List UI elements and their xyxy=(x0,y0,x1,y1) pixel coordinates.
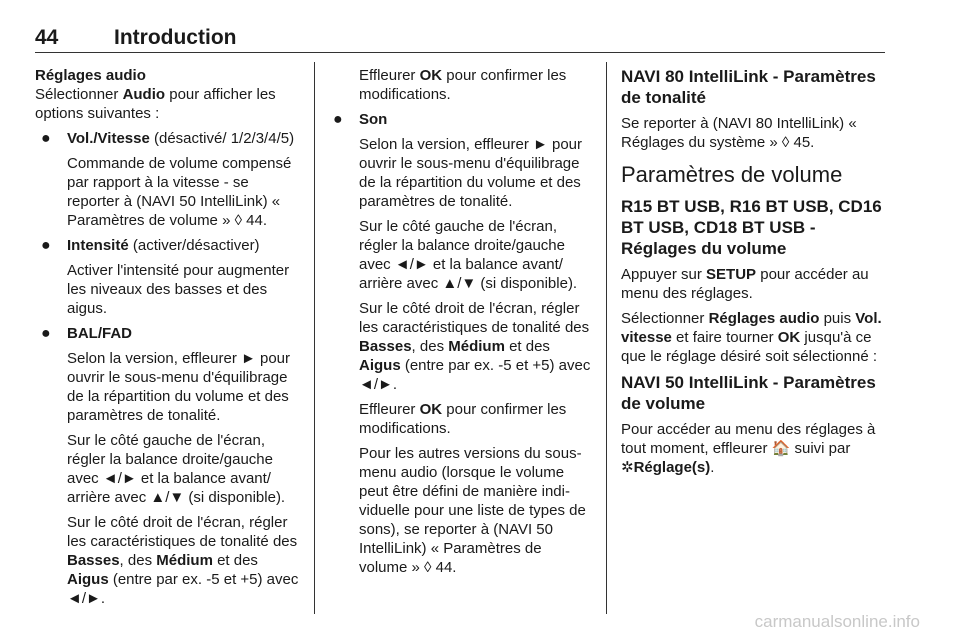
gear-icon: ✲ xyxy=(621,459,634,476)
home-icon: 🏠 xyxy=(771,440,791,457)
list-item-text: Selon la version, effleurer ► pour ouvrir le sous-menu d'équilibrage de la répartition du volume et des paramètres de tonalité. xyxy=(359,136,583,210)
column-3 xyxy=(621,66,889,483)
page-header xyxy=(35,26,885,52)
list-item-text: Sur le côté droit de l'écran, régler les caractéristiques de tonalité des Basses, des Médium et des Aigus (entre par ex. -5 et +5) avec ◄/►. xyxy=(359,300,591,393)
list-item-text: Sur le côté gauche de l'écran, régler la balance droite/gauche avec ◄/► et la balance avant/ arrière avec ▲/▼ (si disponible). xyxy=(359,218,578,292)
list-item-text: Activer l'intensité pour augmenter les niveaux des basses et des aigus. xyxy=(67,262,290,317)
section-heading: Paramètres de volume xyxy=(621,162,843,187)
page-number: 44 xyxy=(35,26,59,49)
body-text: Appuyer sur SETUP pour accéder au menu des réglages. xyxy=(621,266,869,302)
list-item-text: Commande de volume compensé par rapport à la vitesse - se reporter à (NAVI 50 IntelliLink) « Paramètres de volume » ◊ 44. xyxy=(67,155,292,229)
chapter-title: Introduction xyxy=(114,26,237,49)
list-item-text: Selon la version, effleurer ► pour ouvrir le sous-menu d'équilibrage de la répartition du volume et des paramètres de tonalité. xyxy=(67,350,291,424)
subsection-title: NAVI 50 IntelliLink - Paramètres de volume xyxy=(621,373,876,413)
list-item-text: Effleurer OK pour confirmer les modifications. xyxy=(359,401,567,437)
list-item-intensite: ● Intensité (activer/désactiver) xyxy=(41,237,260,254)
list-item-son: ● Son xyxy=(333,111,388,128)
list-item-text: Sur le côté droit de l'écran, régler les caractéristiques de tonalité des Basses, des Médium et des Aigus (entre par ex. -5 et +5) avec ◄/►. xyxy=(67,514,299,607)
subsection-title: R15 BT USB, R16 BT USB, CD16 BT USB, CD18 BT USB - Réglages du volume xyxy=(621,197,882,258)
header-rule xyxy=(35,52,885,53)
column-2 xyxy=(327,66,593,583)
list-item-text: Sur le côté gauche de l'écran, régler la balance droite/gauche avec ◄/► et la balance avant/ arrière avec ▲/▼ (si disponible). xyxy=(67,432,286,506)
intro-text: Sélectionner Audio pour afficher les options suivantes : xyxy=(35,86,276,122)
column-divider-1 xyxy=(314,62,315,614)
confirm-text: Effleurer OK pour confirmer les modifications. xyxy=(359,67,567,103)
body-text: Se reporter à (NAVI 80 IntelliLink) « Réglages du système » ◊ 45. xyxy=(621,115,857,151)
list-item-text: Pour les autres versions du sous-menu audio (lorsque le volume peut être défini de manière individuelle pour une liste de types de sons), se reporter à (NAVI 50 IntelliLink) « Paramètres de volume » ◊ 44. xyxy=(359,445,586,576)
list-item-vol-vitesse: ● Vol./Vitesse (désactivé/ 1/2/3/4/5) xyxy=(41,130,295,147)
subsection-title: NAVI 80 IntelliLink - Paramètres de tonalité xyxy=(621,67,876,107)
column-divider-2 xyxy=(606,62,607,614)
body-text: Sélectionner Réglages audio puis Vol. vitesse et faire tourner OK jusqu'à ce que le réglage désiré soit sélectionné : xyxy=(621,310,882,365)
column-1 xyxy=(35,66,301,614)
body-text: Pour accéder au menu des réglages à tout moment, effleurer 🏠 suivi par ✲Réglage(s). xyxy=(621,421,876,476)
watermark: carmanualsonline.info xyxy=(754,612,920,631)
section-title: Réglages audio xyxy=(35,67,146,84)
list-item-bal-fad: ● BAL/FAD xyxy=(41,325,132,342)
